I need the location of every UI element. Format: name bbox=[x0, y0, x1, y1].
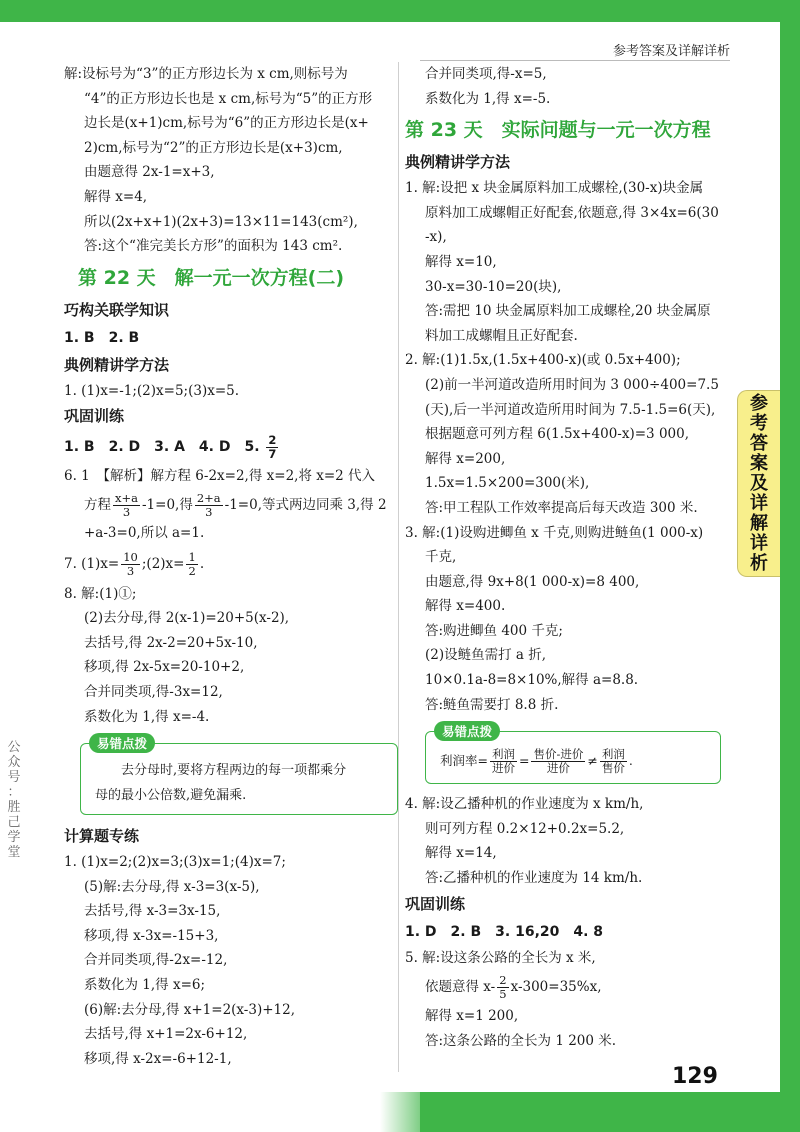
formula-text: = bbox=[518, 753, 530, 769]
q5-line: 5. 解:设这条公路的全长为 x 米, bbox=[405, 949, 596, 966]
q5-line bbox=[405, 970, 735, 1004]
header-rule bbox=[420, 60, 730, 61]
fraction bbox=[266, 434, 278, 461]
section-heading: 计算题专练 bbox=[64, 827, 140, 846]
watermark-char: 胜 bbox=[7, 800, 21, 815]
q7-text: 7. (1)x= bbox=[64, 555, 120, 572]
q6-text: -1=0,得 bbox=[141, 496, 193, 513]
left-column bbox=[64, 62, 394, 1071]
tip-label: 易错点拨 bbox=[89, 733, 155, 753]
q8b-line: 去括号,得 2x-2=20+5x-10, bbox=[84, 634, 258, 651]
q8-line: 解得 x=4, bbox=[84, 188, 148, 205]
q8-line: 答:这个“准完美长方形”的面积为 143 cm². bbox=[84, 238, 343, 255]
fraction-denominator: 7 bbox=[268, 446, 277, 461]
watermark-char: 众 bbox=[7, 755, 21, 770]
q8-line: “4”的正方形边长也是 x cm,标号为“5”的正方形 bbox=[84, 90, 373, 107]
watermark-char: 堂 bbox=[7, 845, 21, 860]
q7-text: . bbox=[199, 555, 205, 572]
fraction-denominator: 2 bbox=[188, 563, 196, 578]
section-heading: 巧构关联学知识 bbox=[64, 300, 170, 319]
side-tab-char: 解 bbox=[750, 512, 768, 534]
carry-line: 合并同类项,得-x=5, bbox=[425, 66, 547, 82]
q3-line: 答:鲢鱼需要打 8.8 折. bbox=[425, 696, 559, 713]
day-22-title: 第 22 天 解一元一次方程(二) bbox=[78, 266, 345, 289]
section-heading: 典例精讲学方法 bbox=[405, 153, 511, 172]
fraction-numerator: 售价-进价 bbox=[533, 747, 584, 762]
watermark bbox=[4, 740, 24, 860]
calc-line: 合并同类项,得-2x=-12, bbox=[84, 952, 228, 969]
calc-line: 1. (1)x=2;(2)x=3;(3)x=1;(4)x=7; bbox=[64, 854, 286, 871]
tip-text: 母的最小公倍数,避免漏乘. bbox=[95, 788, 247, 804]
answer-line: 1. B 2. B bbox=[64, 329, 140, 346]
q5-text: 依题意得 x- bbox=[425, 979, 496, 996]
fraction-numerator: 利润 bbox=[491, 747, 515, 762]
side-tab-char: 详 bbox=[750, 492, 768, 514]
side-tab-char: 详 bbox=[750, 532, 768, 554]
tip-box bbox=[80, 736, 398, 815]
q3-line: 由题意,得 9x+8(1 000-x)=8 400, bbox=[425, 573, 640, 590]
q1-line: 答:需把 10 块金属原料加工成螺栓,20 块金属原 bbox=[425, 303, 711, 320]
running-header: 参考答案及详解详析 bbox=[612, 44, 730, 59]
watermark-char: 学 bbox=[7, 830, 21, 845]
right-green-band bbox=[780, 0, 800, 1132]
q7-text: ;(2)x= bbox=[141, 555, 185, 572]
fraction-numerator: 2 bbox=[499, 973, 507, 988]
section-heading: 巩固训练 bbox=[64, 407, 125, 426]
q5-line: 解得 x=1 200, bbox=[425, 1008, 519, 1025]
formula-text: . bbox=[628, 753, 633, 769]
column-divider bbox=[398, 62, 399, 1072]
formula-text: ≠ bbox=[587, 753, 598, 769]
q5-text: x-300=35%x, bbox=[510, 979, 602, 996]
q3-line: 解得 x=400. bbox=[425, 598, 506, 615]
side-tab-char: 答 bbox=[750, 432, 768, 454]
fraction-denominator: 进价 bbox=[491, 761, 515, 776]
side-tab-char: 参 bbox=[750, 392, 768, 414]
q6-text: 方程 bbox=[84, 496, 111, 513]
fraction-denominator: 售价 bbox=[601, 761, 625, 776]
q4-line: 则可列方程 0.2×12+0.2x=5.2, bbox=[425, 820, 625, 837]
q2-line: 2. 解:(1)1.5x,(1.5x+400-x)(或 0.5x+400); bbox=[405, 352, 681, 369]
side-tab-char: 析 bbox=[750, 552, 768, 574]
calc-line: 系数化为 1,得 x=6; bbox=[84, 977, 206, 994]
side-tab-answers bbox=[737, 390, 780, 577]
q3-line: 答:购进鲫鱼 400 千克; bbox=[425, 622, 563, 639]
q2-line: (2)前一半河道改造所用时间为 3 000÷400=7.5 bbox=[425, 376, 719, 393]
right-column bbox=[405, 62, 735, 1053]
q2-line: 解得 x=200, bbox=[425, 450, 506, 467]
q1-line: 1. 解:设把 x 块金属原料加工成螺栓,(30-x)块金属 bbox=[405, 180, 704, 197]
q1-line: 30-x=30-10=20(块), bbox=[425, 278, 562, 295]
q6-line: +a-3=0,所以 a=1. bbox=[84, 524, 205, 541]
fraction-numerator: x+a bbox=[115, 490, 138, 505]
watermark-char: 公 bbox=[7, 740, 21, 755]
tip-text bbox=[95, 758, 385, 783]
watermark-char: 号 bbox=[7, 770, 21, 785]
q8b-line: 合并同类项,得-3x=12, bbox=[84, 683, 223, 700]
q3-line: 千克, bbox=[425, 549, 457, 566]
q8-line: 所以(2x+x+1)(2x+3)=13×11=143(cm²), bbox=[84, 213, 358, 230]
fraction-denominator: 3 bbox=[122, 504, 131, 519]
tip-box bbox=[425, 724, 721, 784]
tip-text-line: 去分母时,要将方程两边的每一项都乘分 bbox=[121, 763, 347, 779]
calc-line: 去括号,得 x+1=2x-6+12, bbox=[84, 1026, 248, 1043]
fraction-numerator: 2 bbox=[268, 432, 277, 447]
answer-text: 1. B 2. D 3. A 4. D 5. bbox=[64, 439, 260, 456]
side-tab-char: 及 bbox=[750, 472, 768, 494]
fraction-denominator: 3 bbox=[205, 504, 213, 519]
q8-line: 边长是(x+1)cm,标号为“6”的正方形边长是(x+ bbox=[84, 115, 369, 132]
answer-line: 1. D 2. B 3. 16,20 4. 8 bbox=[405, 923, 604, 940]
section-heading: 巩固训练 bbox=[405, 894, 466, 913]
calc-line: 移项,得 x-3x=-15+3, bbox=[84, 927, 219, 944]
carry-line: 系数化为 1,得 x=-5. bbox=[425, 90, 551, 107]
q3-line: 10×0.1a-8=8×10%,解得 a=8.8. bbox=[425, 672, 639, 689]
fraction bbox=[113, 492, 140, 519]
fraction bbox=[490, 748, 517, 775]
q4-line: 答:乙播种机的作业速度为 14 km/h. bbox=[425, 870, 643, 887]
q1-line: -x), bbox=[425, 229, 447, 246]
formula-text: 利润率= bbox=[440, 753, 488, 769]
day-23-title: 第 23 天 实际问题与一元一次方程 bbox=[405, 119, 711, 142]
fraction bbox=[121, 551, 140, 578]
q8-line: 由题意得 2x-1=x+3, bbox=[84, 164, 215, 181]
q6-line bbox=[64, 489, 394, 521]
q8b-line: 移项,得 2x-5x=20-10+2, bbox=[84, 659, 245, 676]
q2-line: 答:甲工程队工作效率提高后每天改造 300 米. bbox=[425, 499, 698, 516]
q4-line: 解得 x=14, bbox=[425, 845, 497, 862]
fraction-denominator: 5 bbox=[499, 987, 507, 1002]
q8b-line: (2)去分母,得 2(x-1)=20+5(x-2), bbox=[84, 610, 290, 627]
side-tab-char: 案 bbox=[750, 452, 768, 474]
watermark-char: 己 bbox=[7, 815, 21, 830]
q1-line: 原料加工成螺帽正好配套,依题意,得 3×4x=6(30 bbox=[425, 204, 719, 221]
calc-line: 移项,得 x-2x=-6+12-1, bbox=[84, 1050, 232, 1067]
fraction bbox=[195, 492, 223, 519]
bottom-green-band bbox=[420, 1092, 800, 1132]
fraction bbox=[497, 974, 508, 1001]
fraction-numerator: 利润 bbox=[601, 747, 625, 762]
q8-line: 解:设标号为“3”的正方形边长为 x cm,则标号为 bbox=[64, 66, 348, 82]
q5-line: 答:这条公路的全长为 1 200 米. bbox=[425, 1032, 617, 1049]
profit-formula bbox=[440, 748, 710, 775]
q8-line: 2)cm,标号为“2”的正方形边长是(x+3)cm, bbox=[84, 139, 343, 156]
q1-line: 料加工成螺帽且正好配套. bbox=[425, 327, 578, 344]
q6-line: 6. 1 【解析】解方程 6-2x=2,得 x=2,将 x=2 代入 bbox=[64, 468, 376, 485]
fraction bbox=[531, 748, 585, 775]
fraction-numerator: 10 bbox=[123, 549, 138, 564]
fraction bbox=[600, 748, 627, 775]
q4-line: 4. 解:设乙播种机的作业速度为 x km/h, bbox=[405, 796, 644, 813]
watermark-char: ： bbox=[7, 785, 21, 800]
answer-line bbox=[64, 430, 394, 464]
fraction-numerator: 2+a bbox=[196, 490, 221, 505]
tip-label: 易错点拨 bbox=[434, 721, 500, 741]
section-heading: 典例精讲学方法 bbox=[64, 355, 170, 374]
q2-line: 根据题意可列方程 6(1.5x+400-x)=3 000, bbox=[425, 426, 690, 443]
q1-line: 解得 x=10, bbox=[425, 253, 497, 270]
fraction-denominator: 进价 bbox=[546, 761, 570, 776]
top-green-band bbox=[0, 0, 800, 22]
calc-line: (6)解:去分母,得 x+1=2(x-3)+12, bbox=[84, 1001, 296, 1018]
fraction bbox=[186, 551, 197, 578]
q8b-line: 8. 解:(1)①; bbox=[64, 585, 137, 602]
q3-line: (2)设鲢鱼需打 a 折, bbox=[425, 647, 547, 664]
q7-line bbox=[64, 546, 394, 582]
q3-line: 3. 解:(1)设购进鲫鱼 x 千克,则购进鲢鱼(1 000-x) bbox=[405, 524, 704, 541]
calc-line: 去括号,得 x-3=3x-15, bbox=[84, 903, 221, 920]
answer-line: 1. (1)x=-1;(2)x=5;(3)x=5. bbox=[64, 382, 240, 399]
page-number: 129 bbox=[672, 1064, 718, 1089]
calc-line: (5)解:去分母,得 x-3=3(x-5), bbox=[84, 878, 260, 895]
fraction-numerator: 1 bbox=[188, 549, 196, 564]
q6-text: -1=0,等式两边同乘 3,得 2 bbox=[224, 496, 387, 513]
q2-line: (天),后一半河道改造所用时间为 7.5-1.5=6(天), bbox=[425, 401, 716, 418]
q8-block bbox=[64, 62, 394, 259]
q2-line: 1.5x=1.5×200=300(米), bbox=[425, 475, 590, 492]
q8b-line: 系数化为 1,得 x=-4. bbox=[84, 708, 210, 725]
fraction-denominator: 3 bbox=[126, 563, 135, 578]
side-tab-char: 考 bbox=[750, 412, 768, 434]
